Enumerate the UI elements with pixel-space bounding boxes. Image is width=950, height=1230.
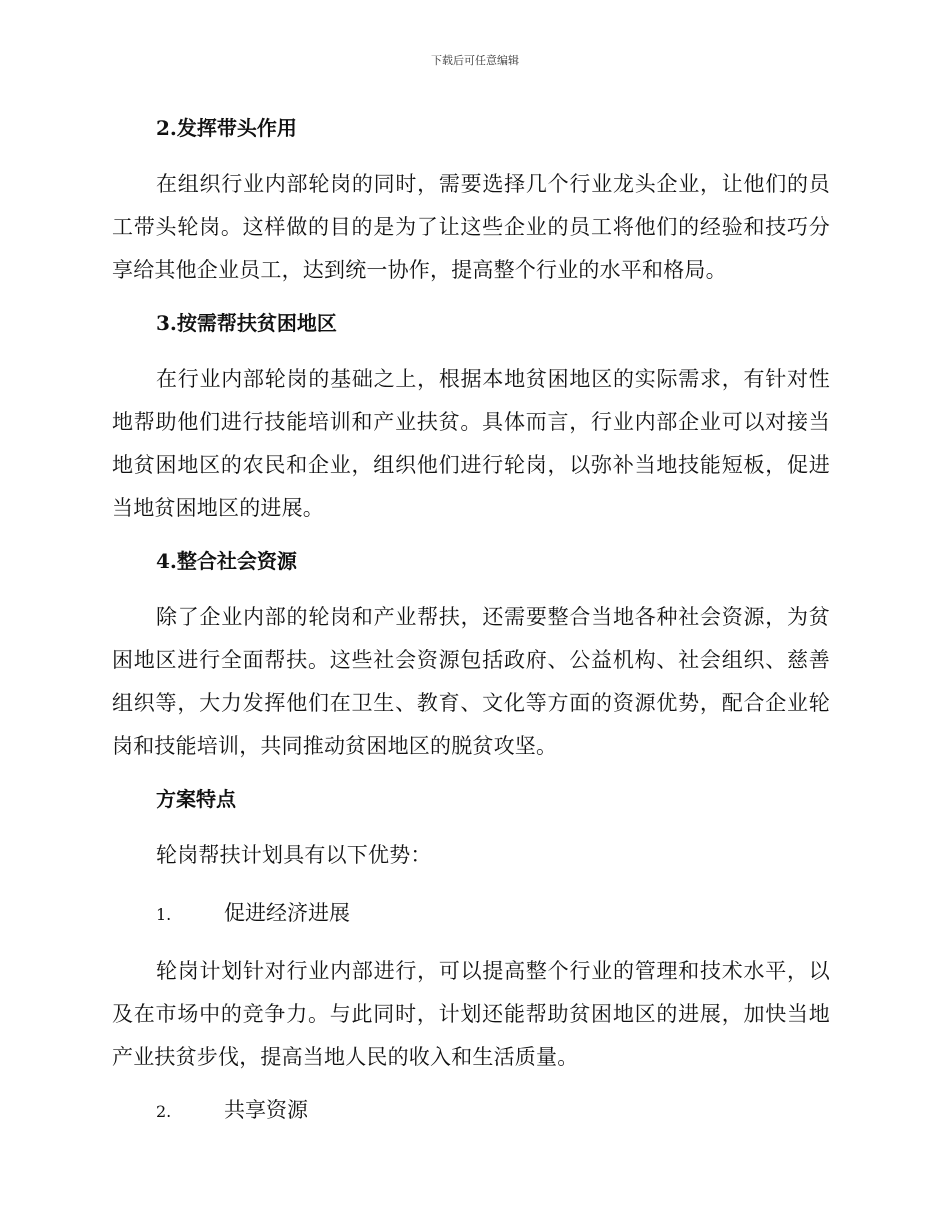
- section-paragraph-2: 在组织行业内部轮岗的同时，需要选择几个行业龙头企业，让他们的员工带头轮岗。这样做的目的是为了让这些企业的员工将他们的经验和技巧分享给其他企业员工，达到统一协作，提高整个行业的水平和格局。: [112, 172, 830, 282]
- list-item-2-label: 共享资源: [224, 1098, 308, 1122]
- document-body: [112, 108, 830, 1147]
- list-item-2-number: 2.: [156, 1102, 172, 1121]
- features-intro: 轮岗帮扶计划具有以下优势：: [156, 843, 432, 867]
- list-item-1-body: 轮岗计划针对行业内部进行，可以提高整个行业的管理和技术水平，以及在市场中的竞争力。与此同时，计划还能帮助贫困地区的进展，加快当地产业扶贫步伐，提高当地人民的收入和生活质量。: [112, 959, 830, 1069]
- features-heading: 方案特点: [156, 787, 236, 811]
- section-heading-2: 2.发挥带头作用: [156, 116, 297, 140]
- section-heading-3: 3.按需帮扶贫困地区: [156, 311, 337, 335]
- list-item-1-label: 促进经济进展: [224, 901, 350, 925]
- list-item-1: [112, 893, 830, 935]
- section-heading-4: 4.整合社会资源: [156, 549, 297, 573]
- page-header: 下载后可任意编辑: [431, 54, 519, 67]
- list-item-2: [112, 1090, 830, 1132]
- list-item-1-number: 1.: [156, 905, 172, 924]
- section-paragraph-3: 在行业内部轮岗的基础之上，根据本地贫困地区的实际需求，有针对性地帮助他们进行技能培训和产业扶贫。具体而言，行业内部企业可以对接当地贫困地区的农民和企业，组织他们进行轮岗，以弥补当地技能短板，促进当地贫困地区的进展。: [112, 367, 830, 520]
- section-paragraph-4: 除了企业内部的轮岗和产业帮扶，还需要整合当地各种社会资源，为贫困地区进行全面帮扶。这些社会资源包括政府、公益机构、社会组织、慈善组织等，大力发挥他们在卫生、教育、文化等方面的资源优势，配合企业轮岗和技能培训，共同推动贫困地区的脱贫攻坚。: [112, 605, 830, 758]
